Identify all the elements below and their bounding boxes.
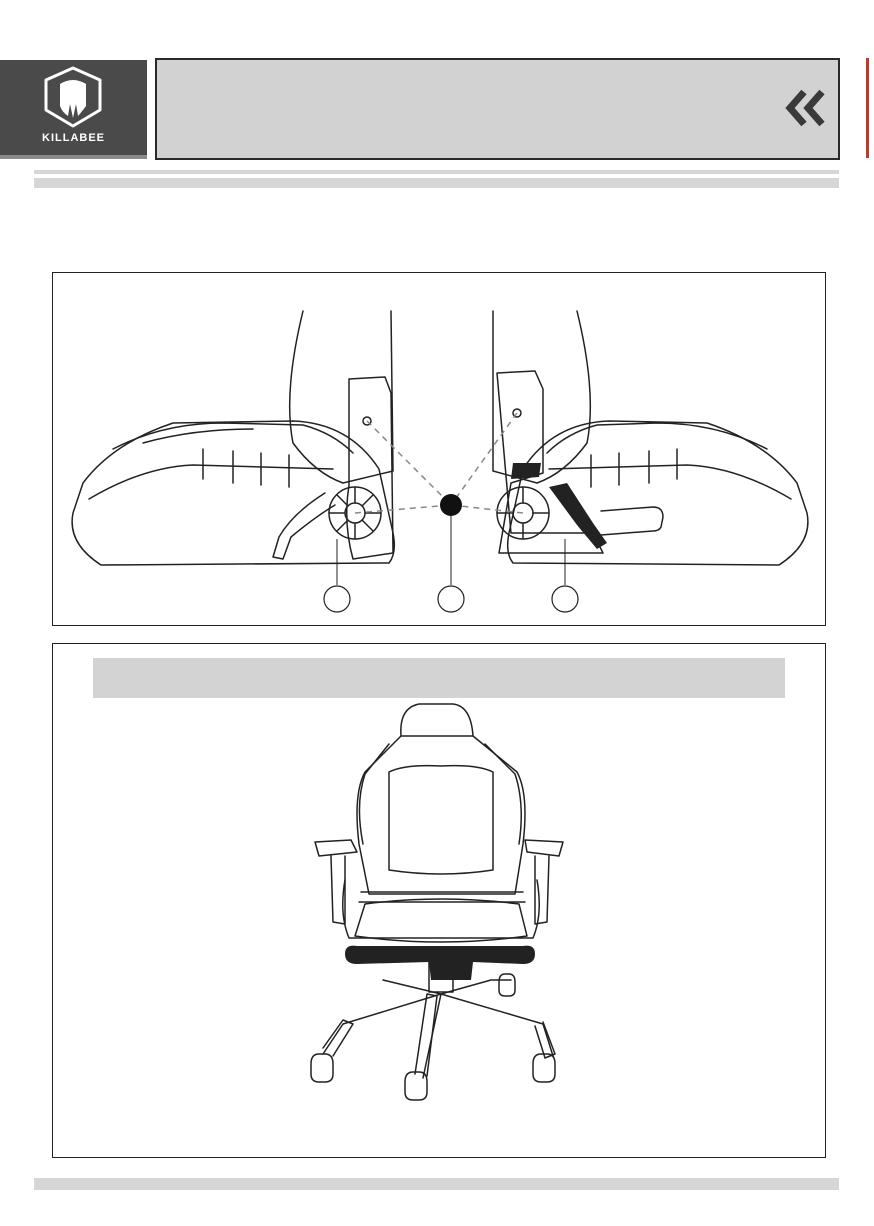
chair-overview-figure [52,643,826,1158]
brand-logo [0,60,147,159]
footer-band [34,1178,839,1190]
divider-line [34,170,839,174]
page-edge-marker [866,58,869,158]
recline-mechanism-figure [52,272,826,626]
callout-circle-3 [552,586,578,612]
double-chevron-left-icon[interactable] [784,88,828,128]
header-bar [155,58,840,160]
brand-name: KILLABEE [42,132,105,144]
callout-circle-1 [324,586,350,612]
seat-side-illustration [53,273,827,627]
gaming-chair-illustration [53,644,827,1159]
divider-band [34,178,839,188]
callout-circle-2 [438,586,464,612]
